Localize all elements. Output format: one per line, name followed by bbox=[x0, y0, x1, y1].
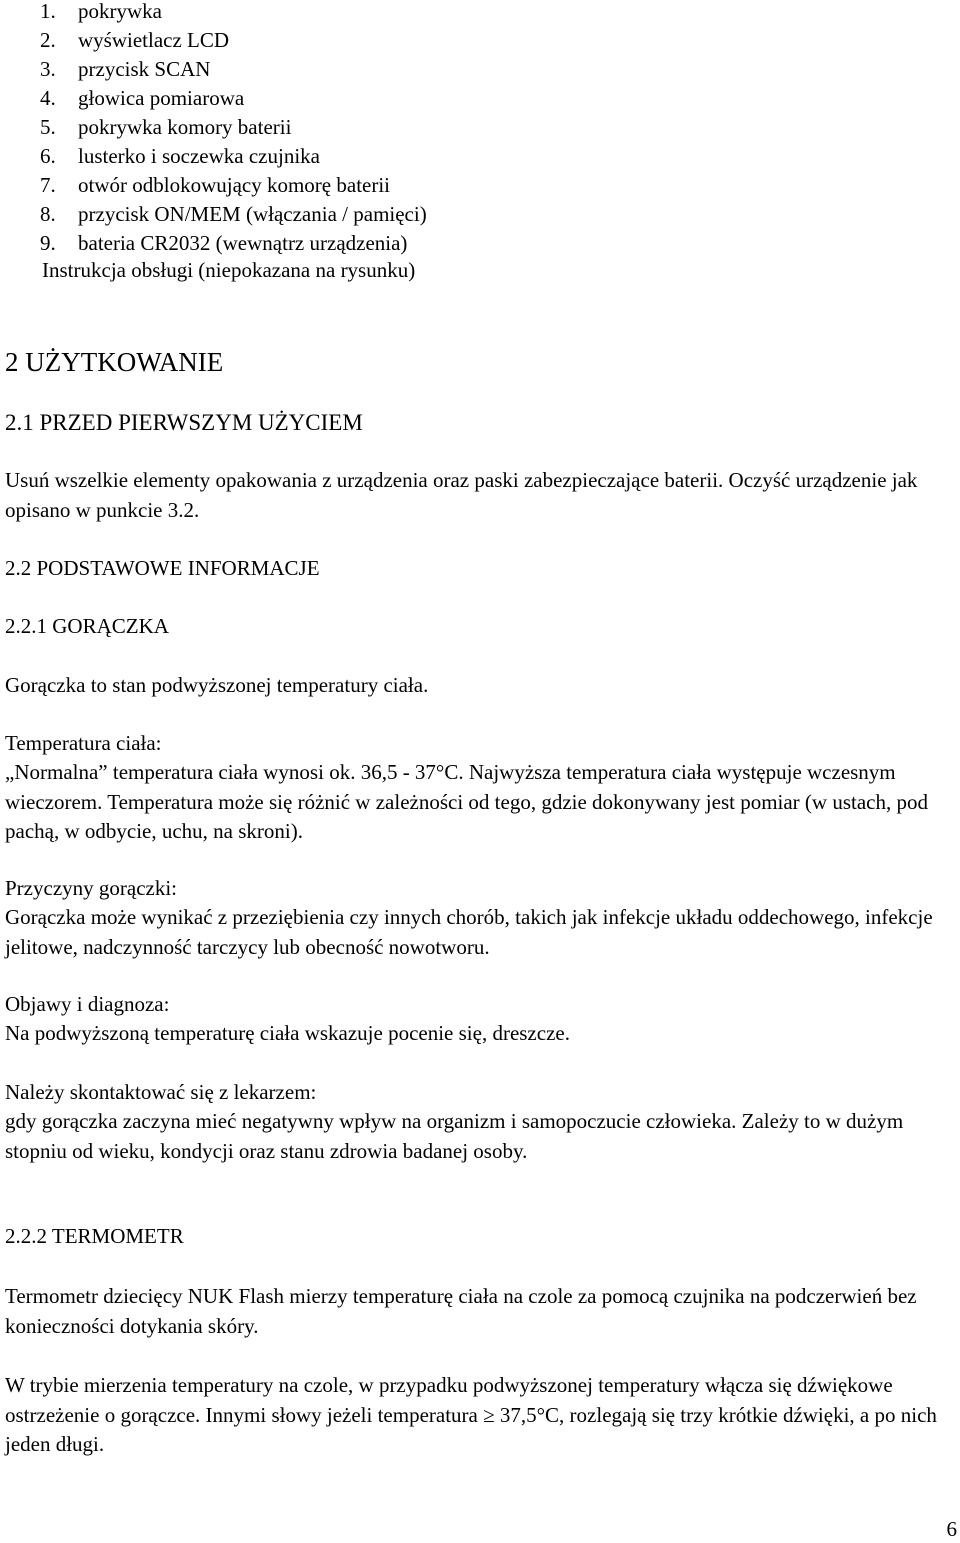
subsection-title-2-2: 2.2 PODSTAWOWE INFORMACJE bbox=[5, 556, 320, 580]
label-contact-doctor: Należy skontaktować się z lekarzem: bbox=[5, 1080, 317, 1104]
paragraph-fever-causes: Gorączka może wynikać z przeziębienia czy innych chorób, takich jak infekcje układu oddechowego, infekcje jelitowe, nadczynność tarczycy lub obecność nowotworu. bbox=[5, 905, 933, 959]
parts-list bbox=[0, 0, 427, 258]
list-item: 5. pokrywka komory baterii bbox=[40, 115, 292, 139]
paragraph-fever-alarm: W trybie mierzenia temperatury na czole, w przypadku podwyższonej temperatury włącza się dźwiękowe ostrzeżenie o gorączce. Innymi słowy jeżeli temperatura ≥ 37,5°C, rozlegają się trzy krótkie dźwięki, a po nich jeden długi. bbox=[5, 1373, 937, 1456]
list-item: 2. wyświetlacz LCD bbox=[40, 28, 230, 52]
page-number: 6 bbox=[946, 1517, 957, 1541]
subsection-title-2-2-1: 2.2.1 GORĄCZKA bbox=[5, 614, 169, 638]
list-item: 9. bateria CR2032 (wewnątrz urządzenia) bbox=[40, 231, 408, 255]
paragraph-thermometer: Termometr dziecięcy NUK Flash mierzy temperaturę ciała na czole za pomocą czujnika na podczerwień bez konieczności dotykania skóry. bbox=[5, 1284, 917, 1338]
paragraph-body-temperature: „Normalna” temperatura ciała wynosi ok. 36,5 - 37°C. Najwyższa temperatura ciała występuje wczesnym wieczorem. Temperatura może się różnić w zależności od tego, gdzie dokonywany jest pomiar (w ustach, pod pachą, w odbycie, uchu, na skroni). bbox=[5, 760, 928, 843]
label-fever-causes: Przyczyny gorączki: bbox=[5, 876, 178, 900]
label-symptoms: Objawy i diagnoza: bbox=[5, 992, 170, 1016]
paragraph-symptoms: Na podwyższoną temperaturę ciała wskazuje pocenie się, dreszcze. bbox=[5, 1021, 570, 1045]
manual-note: Instrukcja obsługi (niepokazana na rysunku) bbox=[42, 258, 416, 282]
paragraph-fever: Gorączka to stan podwyższonej temperatury ciała. bbox=[5, 673, 429, 697]
paragraph-contact-doctor: gdy gorączka zaczyna mieć negatywny wpływ na organizm i samopoczucie człowieka. Zależy to w dużym stopniu od wieku, kondycji oraz stanu zdrowia badanej osoby. bbox=[5, 1109, 904, 1163]
section-title: 2 UŻYTKOWANIE bbox=[5, 347, 224, 377]
label-body-temperature: Temperatura ciała: bbox=[5, 731, 162, 755]
list-item: 4. głowica pomiarowa bbox=[40, 86, 245, 110]
list-item: 3. przycisk SCAN bbox=[40, 57, 211, 81]
subsection-title-2-1: 2.1 PRZED PIERWSZYM UŻYCIEM bbox=[5, 410, 363, 435]
list-item: 8. przycisk ON/MEM (włączania / pamięci) bbox=[40, 202, 427, 226]
list-item: 7. otwór odblokowujący komorę baterii bbox=[40, 173, 391, 197]
list-item: 1. pokrywka bbox=[40, 0, 162, 23]
list-item: 6. lusterko i soczewka czujnika bbox=[40, 144, 320, 168]
paragraph-before-first-use: Usuń wszelkie elementy opakowania z urządzenia oraz paski zabezpieczające baterii. Oczyść urządzenie jak opisano w punkcie 3.2. bbox=[5, 468, 918, 522]
subsection-title-2-2-2: 2.2.2 TERMOMETR bbox=[5, 1224, 184, 1248]
